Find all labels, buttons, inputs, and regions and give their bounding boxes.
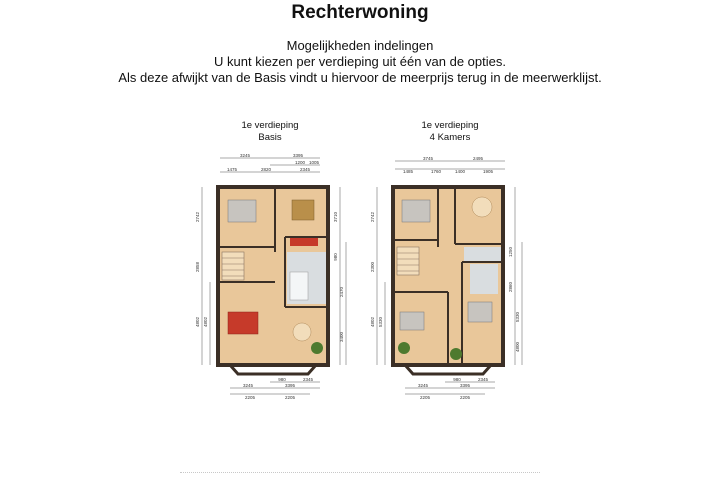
intro-text [0, 38, 720, 86]
footer-fade-text [180, 472, 540, 479]
plan-basis-floor: 1e verdieping [241, 120, 299, 131]
dim-bottom-4: 3395 [459, 383, 471, 388]
staircase [397, 247, 419, 275]
dim-top-3: 1200 [294, 160, 306, 165]
dim-left-1: 2742 [195, 211, 200, 223]
dim-top-5: 1475 [226, 167, 238, 172]
dim-left-3: 4802 [370, 316, 375, 328]
dim-top-4: 1005 [308, 160, 320, 165]
dim-top-4: 1760 [430, 169, 442, 174]
bed-grey-top [402, 200, 430, 222]
intro-line-2: U kunt kiezen per verdieping uit één van de opties. [214, 54, 506, 69]
dim-right-3: 2470 [339, 286, 344, 298]
floorplan-4-kamers [370, 152, 530, 402]
dim-left-4: 5330 [378, 316, 383, 328]
dim-bottom-4: 3395 [284, 383, 296, 388]
intro-line-1: Mogelijkheden indelingen [286, 38, 434, 53]
dim-top-2: 3395 [292, 153, 304, 158]
plan-basis-variant: Basis [258, 132, 282, 143]
dim-top-7: 2345 [299, 167, 311, 172]
dim-right-4: 4800 [515, 341, 520, 353]
dim-top-3: 1485 [402, 169, 414, 174]
bed-grey-bottom-right [468, 302, 492, 322]
bed-small-top [292, 200, 314, 220]
dimension-lines-top [395, 161, 505, 169]
plant-icon-2 [450, 348, 462, 360]
intro-line-3: Als deze afwijkt van de Basis vindt u hiervoor de meerprijs terug in de meerwerklijst. [118, 70, 602, 85]
dim-bottom-2: 2345 [477, 377, 489, 382]
dim-top-6: 1905 [482, 169, 494, 174]
bathtub [290, 272, 308, 300]
dim-top-6: 2820 [260, 167, 272, 172]
bed-grey-bottom-left [400, 312, 424, 330]
dim-left-3: 4802 [195, 316, 200, 328]
plan-basis-caption [200, 120, 340, 144]
dim-top-2: 2495 [472, 156, 484, 161]
dim-bottom-6: 2205 [284, 395, 296, 400]
dim-right-4: 3400 [339, 331, 344, 343]
dim-right-1: 3710 [333, 211, 338, 223]
dim-right-1: 1250 [508, 246, 513, 258]
dim-left-4: 4802 [203, 316, 208, 328]
staircase [222, 252, 244, 280]
dim-right-2: 2860 [508, 281, 513, 293]
plant-icon [311, 342, 323, 354]
plan-4kamers-floor: 1e verdieping [421, 120, 479, 131]
plant-icon [398, 342, 410, 354]
dim-bottom-5: 2205 [244, 395, 256, 400]
dim-right-2: 980 [333, 253, 338, 261]
floorplan-basis [190, 152, 350, 402]
bathroom [464, 247, 501, 261]
dim-left-1: 2742 [370, 211, 375, 223]
dim-bottom-3: 3245 [417, 383, 429, 388]
dim-left-2: 2300 [370, 261, 375, 273]
dim-bottom-3: 3245 [242, 383, 254, 388]
round-rug [472, 197, 492, 217]
round-table [293, 323, 311, 341]
dim-top-1: 3745 [422, 156, 434, 161]
shower-room [470, 264, 498, 294]
dim-bottom-1: 980 [453, 377, 461, 382]
bed-grey-top [228, 200, 256, 222]
dim-top-5: 1400 [454, 169, 466, 174]
plan-4kamers-caption [380, 120, 520, 144]
dim-bottom-1: 980 [278, 377, 286, 382]
red-furniture [290, 238, 318, 246]
plan-4kamers-variant: 4 Kamers [429, 132, 471, 143]
dim-bottom-2: 2345 [302, 377, 314, 382]
dim-right-3: 5330 [515, 311, 520, 323]
bed-red [228, 312, 258, 334]
dim-left-2: 2858 [195, 261, 200, 273]
dim-bottom-5: 2205 [419, 395, 431, 400]
dim-top-1: 3245 [239, 153, 251, 158]
page-title: Rechterwoning [291, 2, 429, 23]
dim-bottom-6: 2205 [459, 395, 471, 400]
